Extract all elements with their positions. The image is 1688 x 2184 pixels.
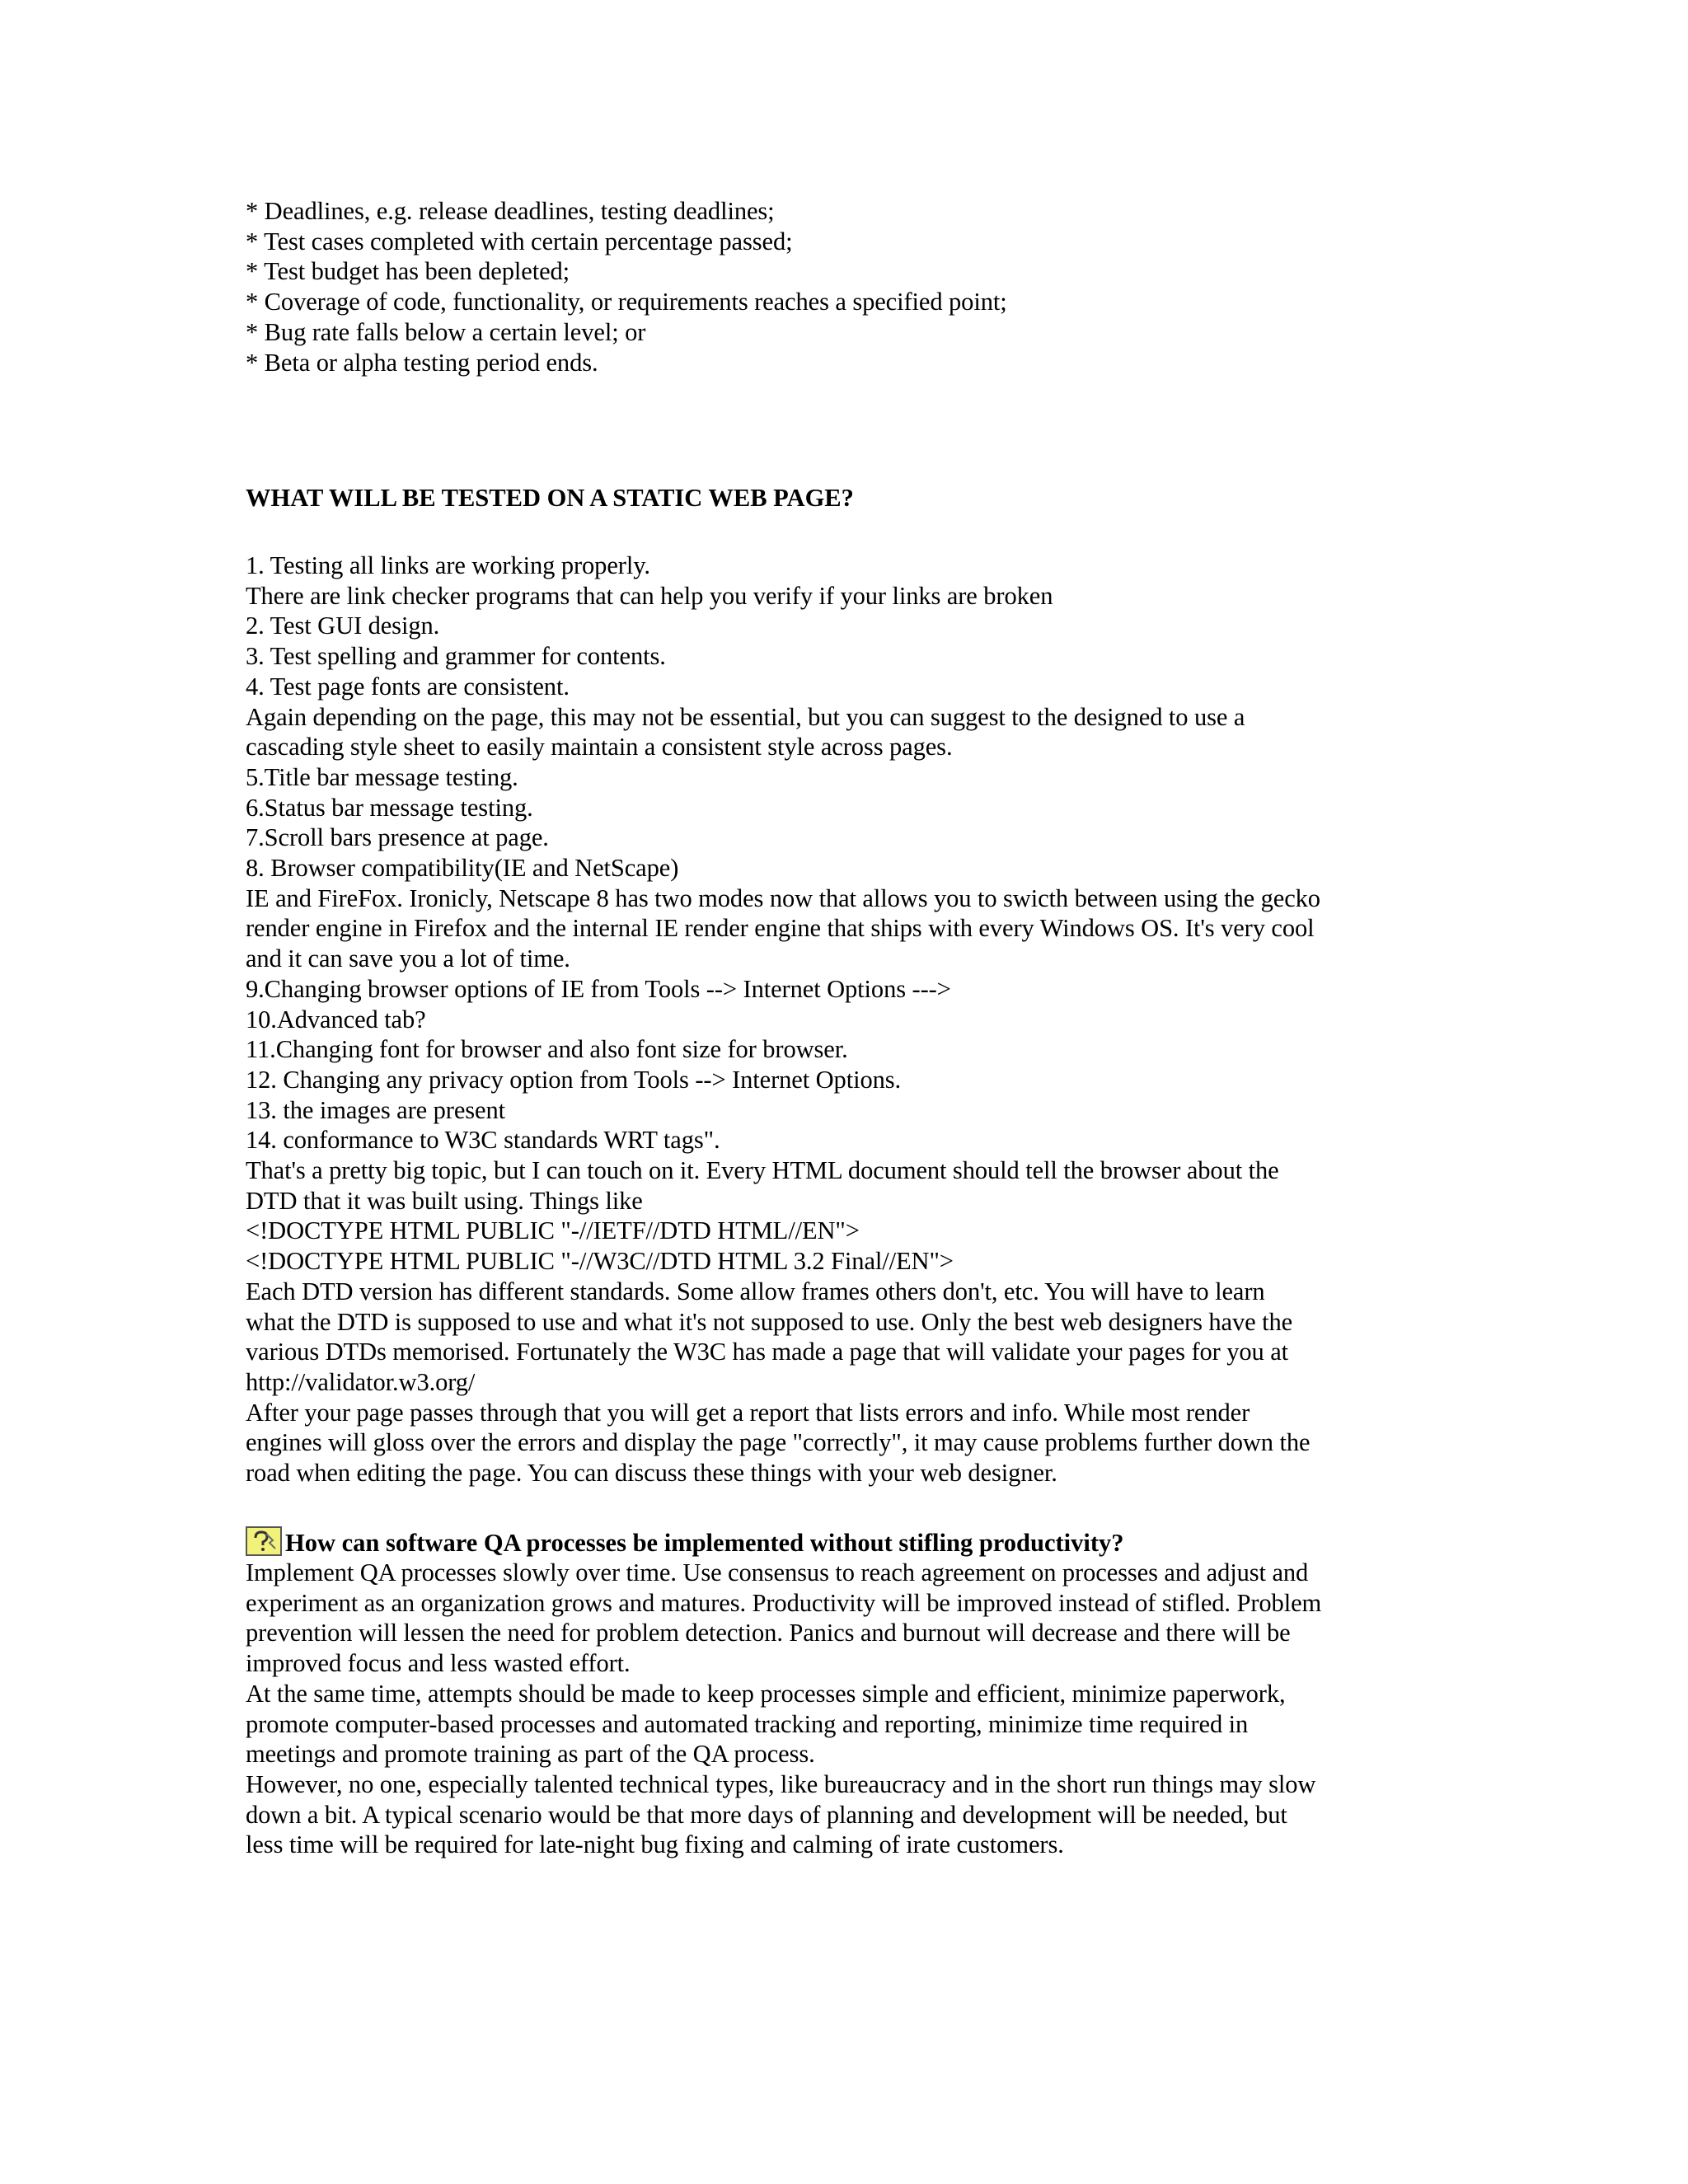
body-line: However, no one, especially talented technical types, like bureaucracy and in the short run things may slow	[246, 1769, 1316, 1798]
body-line: 14. conformance to W3C standards WRT tags".	[246, 1126, 720, 1155]
body-line: improved focus and less wasted effort.	[246, 1649, 631, 1678]
qa-section-heading: How can software QA processes be implemented without stifling productivity?	[285, 1529, 1124, 1557]
body-line: 7.Scroll bars presence at page.	[246, 823, 549, 852]
body-line: At the same time, attempts should be made to keep processes simple and efficient, minimize paperwork,	[246, 1679, 1286, 1708]
body-line: That's a pretty big topic, but I can touch on it. Every HTML document should tell the browser about the	[246, 1156, 1279, 1185]
body-line: DTD that it was built using. Things like	[246, 1186, 643, 1215]
body-line: promote computer-based processes and automated tracking and reporting, minimize time required in	[246, 1709, 1249, 1738]
body-line: 12. Changing any privacy option from Tools --> Internet Options.	[246, 1065, 902, 1094]
body-line: less time will be required for late-night bug fixing and calming of irate customers.	[246, 1830, 1064, 1859]
body-line: 3. Test spelling and grammer for contents.	[246, 642, 666, 671]
body-line: prevention will lessen the need for problem detection. Panics and burnout will decrease and there will be	[246, 1619, 1291, 1647]
body-line: 13. the images are present	[246, 1095, 505, 1124]
body-line: road when editing the page. You can discuss these things with your web designer.	[246, 1459, 1057, 1488]
body-line: 11.Changing font for browser and also font size for browser.	[246, 1035, 848, 1064]
body-line: Implement QA processes slowly over time. Use consensus to reach agreement on processes and adjust and	[246, 1558, 1309, 1586]
list-item: * Test cases completed with certain percentage passed;	[246, 227, 793, 255]
list-item: * Beta or alpha testing period ends.	[246, 348, 598, 377]
body-line: cascading style sheet to easily maintain a consistent style across pages.	[246, 733, 953, 762]
body-line: various DTDs memorised. Fortunately the W3C has made a page that will validate your pages for you at	[246, 1338, 1289, 1366]
body-line: meetings and promote training as part of the QA process.	[246, 1740, 815, 1769]
static-page-heading: WHAT WILL BE TESTED ON A STATIC WEB PAGE?	[246, 484, 854, 512]
qa-section-body	[246, 1558, 1449, 1860]
list-item: * Bug rate falls below a certain level; or	[246, 317, 646, 346]
body-line: 6.Status bar message testing.	[246, 793, 533, 822]
body-line: experiment as an organization grows and matures. Productivity will be improved instead of stifled. Problem	[246, 1588, 1322, 1617]
body-line: 1. Testing all links are working properly.	[246, 551, 650, 579]
list-item: * Coverage of code, functionality, or requirements reaches a specified point;	[246, 288, 1007, 316]
exit-criteria-list	[246, 196, 1449, 377]
body-line: 8. Browser compatibility(IE and NetScape)	[246, 854, 679, 883]
body-line: 9.Changing browser options of IE from Tools --> Internet Options --->	[246, 974, 951, 1003]
validator-link: http://validator.w3.org/	[246, 1367, 476, 1396]
body-line: 4. Test page fonts are consistent.	[246, 672, 570, 701]
body-line: <!DOCTYPE HTML PUBLIC "-//W3C//DTD HTML 3.2 Final//EN">	[246, 1247, 954, 1276]
body-line: engines will gloss over the errors and display the page "correctly", it may cause problems further down the	[246, 1428, 1311, 1457]
qa-heading-row	[246, 1526, 1124, 1558]
body-line: 10.Advanced tab?	[246, 1005, 426, 1033]
body-line: and it can save you a lot of time.	[246, 944, 570, 973]
body-line: Each DTD version has different standards. Some allow frames others don't, etc. You will have to learn	[246, 1277, 1265, 1305]
body-line: There are link checker programs that can help you verify if your links are broken	[246, 581, 1053, 610]
body-line: down a bit. A typical scenario would be that more days of planning and development will be needed, but	[246, 1800, 1287, 1829]
body-line: what the DTD is supposed to use and what it's not supposed to use. Only the best web designers have the	[246, 1307, 1293, 1336]
body-line: render engine in Firefox and the internal IE render engine that ships with every Windows OS. It's very cool	[246, 914, 1315, 943]
body-line: 2. Test GUI design.	[246, 612, 440, 640]
faq-question-icon	[246, 1526, 282, 1556]
body-line: IE and FireFox. Ironicly, Netscape 8 has two modes now that allows you to swicth between using the gecko	[246, 883, 1320, 912]
list-item: * Test budget has been depleted;	[246, 257, 570, 286]
list-item: * Deadlines, e.g. release deadlines, testing deadlines;	[246, 197, 775, 225]
body-line: Again depending on the page, this may not be essential, but you can suggest to the designed to use a	[246, 702, 1245, 731]
body-line: 5.Title bar message testing.	[246, 762, 518, 791]
static-page-body	[246, 551, 1449, 1488]
body-line: After your page passes through that you will get a report that lists errors and info. While most render	[246, 1398, 1250, 1427]
body-line: <!DOCTYPE HTML PUBLIC "-//IETF//DTD HTML//EN">	[246, 1216, 860, 1245]
